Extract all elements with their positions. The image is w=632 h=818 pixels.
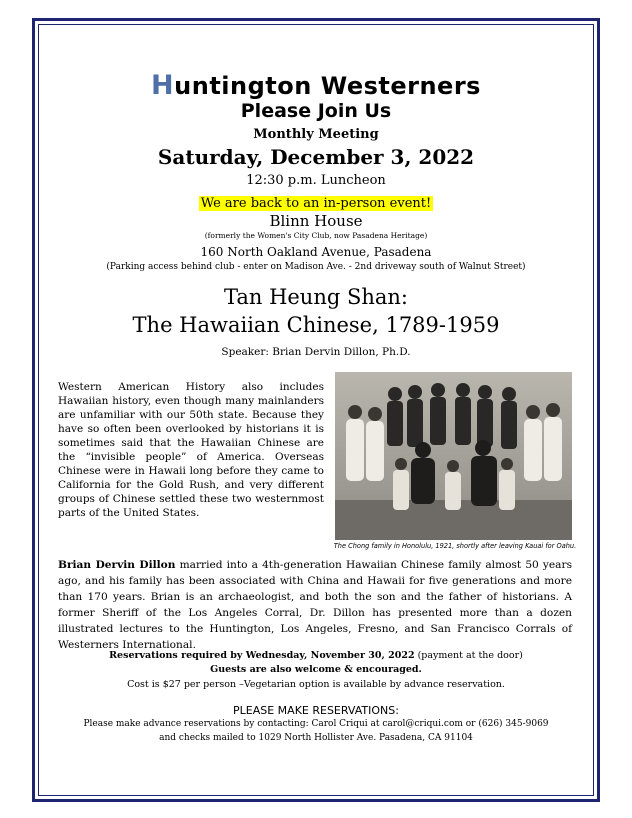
venue-formerly-note: (formerly the Women's City Club, now Pasadena Heritage): [204, 231, 428, 240]
photo-caption: The Chong family in Honolulu, 1921, shortly after leaving Kauai for Oahu.: [333, 542, 577, 550]
event-time: 12:30 p.m. Luncheon: [246, 173, 386, 188]
bio-paragraph: [58, 557, 572, 653]
reservation-required: Reservations required by Wednesday, November 30, 2022: [109, 650, 415, 661]
talk-title-line1: Tan Heung Shan:: [223, 285, 409, 309]
reservation-deadline: [40, 650, 592, 661]
event-date: Saturday, December 3, 2022: [157, 145, 475, 169]
bio-text: married into a 4th-generation Hawaiian Chinese family almost 50 years ago, and his family has been associated with China and Hawaii for five generations and more than 170 years. Brian is an archaeologist, and both the son and the father of historians. A former Sheriff of the Los Angeles Corral, Dr. Dillon has presented more than a dozen illustrated lectures to the Huntington, Los Angeles, Fresno, and San Francisco Corrals of Westerners International.: [58, 559, 573, 651]
in-person-highlight: We are back to an in-person event!: [200, 196, 432, 211]
guests-welcome: Guests are also welcome & encouraged.: [210, 664, 422, 675]
talk-title-line2: The Hawaiian Chinese, 1789-1959: [132, 313, 500, 337]
intro-paragraph: Western American History also includes Hawaiian history, even though many mainlanders are unfamiliar with our 50th state. Because they have so often been overlooked by historians it is sometimes said that the Hawaiian Chinese are the “invisible people” of America. Overseas Chinese were in Hawaii long before they came to California for the Gold Rush, and very different groups of Chinese settled these two westernmost parts of the United States.: [58, 381, 324, 519]
cost-line: Cost is $27 per person –Vegetarian option is available by advance reservation.: [127, 679, 505, 690]
payment-note: (payment at the door): [414, 650, 523, 661]
speaker-line: Speaker: Brian Dervin Dillon, Ph.D.: [221, 346, 411, 358]
venue-name: Blinn House: [269, 212, 363, 230]
contact-line: Please make advance reservations by contacting: Carol Criqui at carol@criqui.com or (626) 345-9069: [83, 719, 549, 729]
venue-address: 160 North Oakland Avenue, Pasadena: [200, 245, 432, 259]
in-person-notice: [40, 192, 592, 211]
please-join-heading: Please Join Us: [240, 100, 392, 122]
org-title-initial: H: [151, 70, 175, 101]
monthly-meeting-label: Monthly Meeting: [253, 127, 379, 142]
mailing-address-line: and checks mailed to 1029 North Hollister Ave. Pasadena, CA 91104: [159, 733, 473, 743]
parking-note: (Parking access behind club - enter on Madison Ave. - 2nd driveway south of Walnut Street): [106, 262, 526, 272]
family-photo: [335, 372, 572, 540]
org-title-rest: untington Westerners: [174, 72, 481, 100]
bio-name: Brian Dervin Dillon: [58, 559, 176, 571]
make-reservations-heading: PLEASE MAKE RESERVATIONS:: [233, 704, 399, 717]
org-title: [40, 70, 592, 101]
